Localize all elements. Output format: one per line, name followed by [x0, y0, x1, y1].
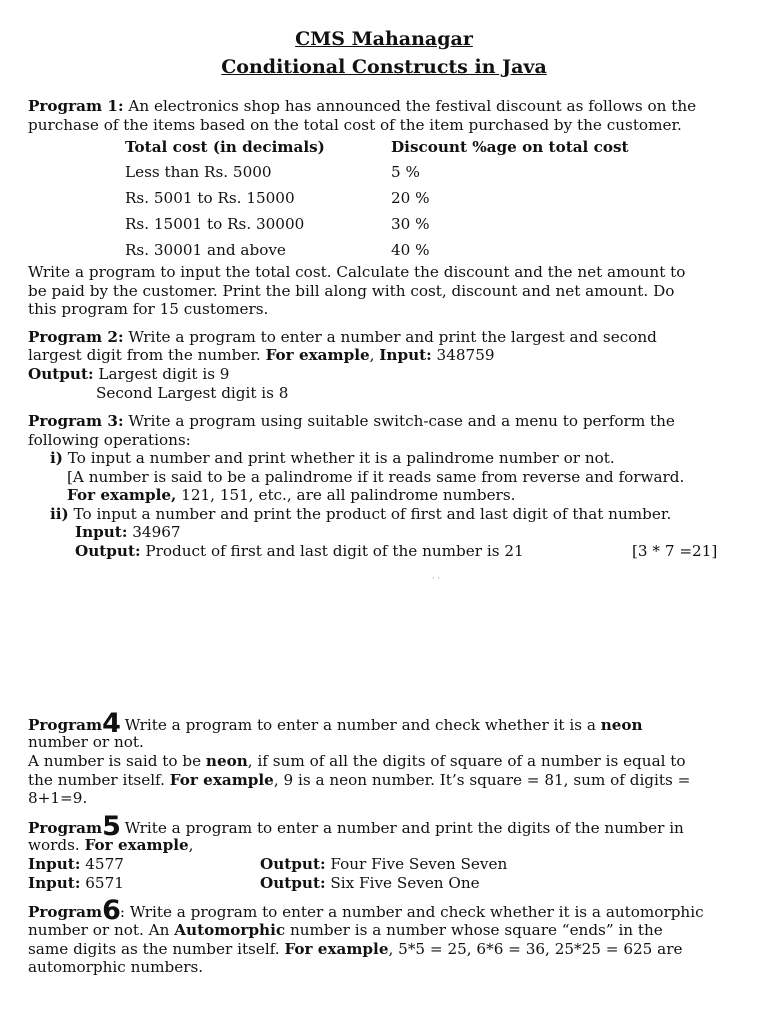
program-3-output: Output: Product of first and last digit of the number is 21 [75, 542, 524, 560]
program-5-example-output: Output: Six Five Seven One [260, 874, 480, 892]
program-3-item-i-example: For example, 121, 151, etc., are all palindrome numbers. [67, 486, 516, 504]
program-2-line-2: largest digit from the number. For example, Input: 348759 [28, 346, 495, 364]
program-5-example-input: Input: 6571 [28, 874, 124, 892]
program-2-output-2: Second Largest digit is 8 [96, 384, 289, 402]
program-1-line-1: Program 1: An electronics shop has announced the festival discount as follows on the [28, 97, 697, 115]
program-1-line-2: purchase of the items based on the total cost of the item purchased by the customer. [28, 116, 682, 134]
program-5-example-output: Output: Four Five Seven Seven [260, 855, 508, 873]
program-4-line-3: A number is said to be neon, if sum of all the digits of square of a number is equal to [28, 752, 686, 770]
program-6-line-1: Program6: Write a program to enter a number and check whether it is a automorphic [28, 895, 704, 926]
program-4-label: Program [28, 716, 103, 734]
program-4-line-2: number or not. [28, 733, 144, 751]
table-cell: 20 % [391, 189, 430, 207]
table-cell: 40 % [391, 241, 430, 259]
program-3-label: Program 3: [28, 412, 124, 430]
program-3-input: Input: 34967 [75, 523, 181, 541]
table-cell: Rs. 15001 to Rs. 30000 [125, 215, 305, 233]
program-1-after-1: Write a program to input the total cost. Calculate the discount and the net amount to [28, 263, 686, 281]
program-3-line-1: Program 3: Write a program using suitable switch-case and a menu to perform the [28, 412, 675, 430]
page-subtitle: Conditional Constructs in Java [221, 56, 547, 78]
table-cell: 30 % [391, 215, 430, 233]
program-5-line-2: words. For example, [28, 836, 194, 854]
program-1-after-3: this program for 15 customers. [28, 300, 269, 318]
program-3-item-i-note: [A number is said to be a palindrome if it reads same from reverse and forward. [67, 468, 685, 486]
program-5-label: Program [28, 819, 103, 837]
program-3-line-2: following operations: [28, 431, 191, 449]
program-3-calculation: [3 * 7 =21] [632, 542, 718, 560]
program-4-line-5: 8+1=9. [28, 789, 88, 807]
program-6-line-4: automorphic numbers. [28, 958, 204, 976]
program-2-line-1: Program 2: Write a program to enter a number and print the largest and second [28, 328, 657, 346]
table-cell: Rs. 5001 to Rs. 15000 [125, 189, 295, 207]
table-header-discount: Discount %age on total cost [391, 138, 629, 156]
program-2-output: Output: Largest digit is 9 [28, 365, 230, 383]
stray-marks: · · [432, 574, 440, 583]
program-1-label: Program 1: [28, 97, 124, 115]
program-2-label: Program 2: [28, 328, 124, 346]
handwritten-number-5: 5 [102, 811, 120, 842]
program-5-line-1: Program5 Write a program to enter a number and print the digits of the number in [28, 811, 684, 842]
table-cell: 5 % [391, 163, 420, 181]
handwritten-number-4: 4 [102, 708, 120, 739]
program-3-item-ii: ii) To input a number and print the product of first and last digit of that number. [50, 505, 672, 523]
program-5-example-input: Input: 4577 [28, 855, 124, 873]
program-6-label: Program [28, 903, 103, 921]
program-3-item-i: i) To input a number and print whether it is a palindrome number or not. [50, 449, 615, 467]
program-6-line-2: number or not. An Automorphic number is a number whose square “ends” in the [28, 921, 663, 939]
table-cell: Rs. 30001 and above [125, 241, 286, 259]
page-title: CMS Mahanagar [295, 28, 473, 50]
program-1-after-2: be paid by the customer. Print the bill along with cost, discount and net amount. Do [28, 282, 675, 300]
table-cell: Less than Rs. 5000 [125, 163, 272, 181]
program-6-line-3: same digits as the number itself. For example, 5*5 = 25, 6*6 = 36, 25*25 = 625 are [28, 940, 683, 958]
program-4-line-1: Program4 Write a program to enter a number and check whether it is a neon [28, 708, 643, 739]
handwritten-number-6: 6 [102, 895, 120, 926]
table-header-cost: Total cost (in decimals) [125, 138, 325, 156]
program-4-line-4: the number itself. For example, 9 is a neon number. It’s square = 81, sum of digits = [28, 771, 691, 789]
